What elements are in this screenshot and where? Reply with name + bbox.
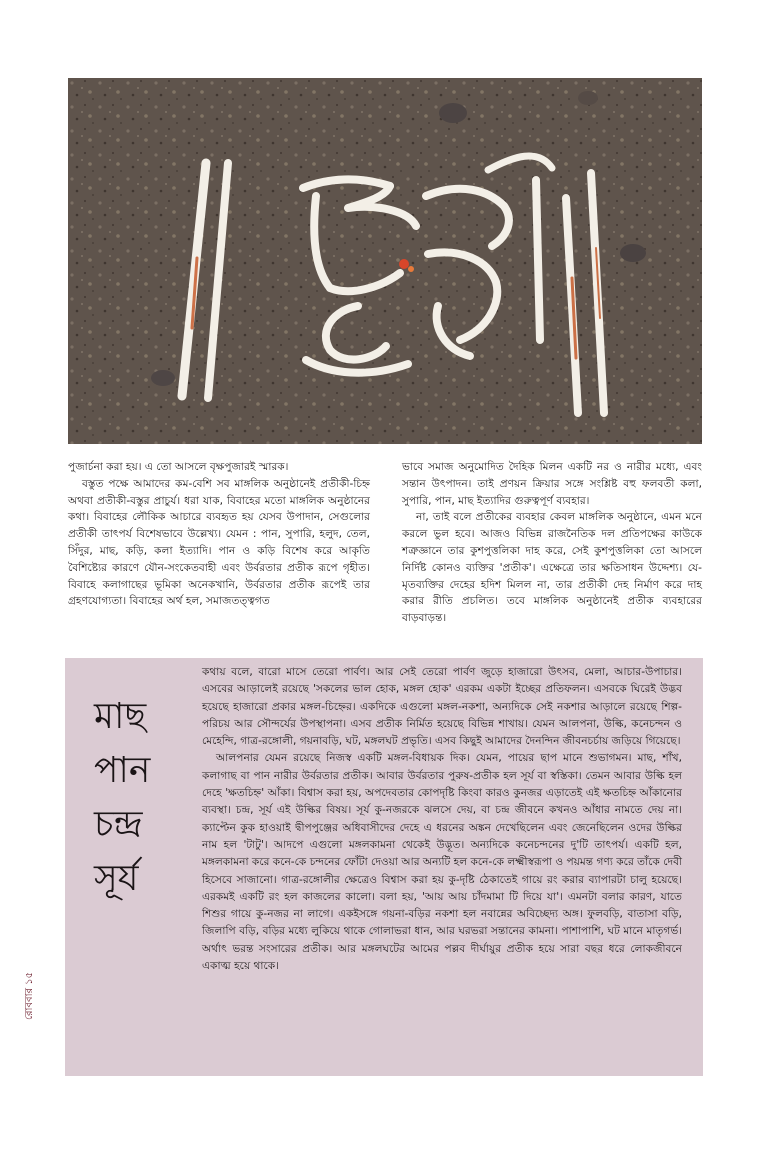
paragraph: বস্তুত পক্ষে আমাদের কম-বেশি সব মাঙ্গলিক অনুষ্ঠানেই প্রতীকী-চিহ্ন অথবা প্রতীকী-বস্তুর প্রাচুর্য। ধরা যাক, বিবাহের মতো মাঙ্গলিক অনুষ্ঠানের কথা। বিবাহের লৌকিক আচারে ব্যবহৃত হয় যেসব উপাদান, সেগুলোর প্রতীকী তাৎপর্য বিশেষভাবে উল্লেখ্য। যেমন : পান, সুপারি, হলুদ, তেল, সিঁদুর, মাছ, কড়ি, কলা ইত্যাদি। পান ও কড়ি বিশেষ করে আকৃতি বৈশিষ্ট্যের কারণে যৌন-সংকেতবাহী এবং উর্বরতার প্রতীক রূপে গৃহীত। বিবাহে কলাগাছের ভূমিকা অনেকখানি, উর্বরতার প্রতীক রূপেই তার গ্রহণযোগ্যতা। বিবাহের অর্থ হল, সমাজতত্ত্বগত: [68, 477, 370, 608]
paragraph: কথায় বলে, বারো মাসে তেরো পার্বণ। আর সেই তেরো পার্বণ জুড়ে হাজারো উৎসব, মেলা, আচার-উপাচার। এসবের আড়ালেই রয়েছে 'সকলের ভাল হোক, মঙ্গল হোক' এরকম একটা ইচ্ছের প্রতিফলন। এসবকে ঘিরেই উদ্ভব হয়েছে হাজারো প্রকার মঙ্গল-চিহ্নের। একদিকে এগুলো মঙ্গল-নকশা, অন্যদিকে সেই নকশার আড়ালে রয়েছে শিল্প-পরিচয় আর সৌন্দর্যের উপস্থাপনা। এসব প্রতীক নির্মিত হয়েছে বিভিন্ন শাখায়। যেমন আলপনা, উল্কি, কনেচন্দন ও মেহেন্দি, গাত্র-রঙ্গোলী, গয়নাবড়ি, ঘট, মঙ্গলঘট প্রভৃতি। এসব কিছুই আমাদের দৈনন্দিন জীবনচর্চায় জড়িয়ে গিয়েছে।: [202, 666, 682, 748]
feature-box-title: [94, 690, 174, 906]
paragraph: ভাবে সমাজ অনুমোদিত দৈহিক মিলন একটি নর ও নারীর মধ্যে, এবং সন্তান উৎপাদন। তাই প্রণয়ন ক্রিয়ার সঙ্গে সংশ্লিষ্ট বহু ফলবতী কলা, সুপারি, পান, মাছ ইত্যাদির গুরুত্বপূর্ণ ব্যবহার।: [402, 461, 702, 507]
paragraph: আলপনার যেমন রয়েছে নিজস্ব একটি মঙ্গল-বিধায়ক দিক। যেমন, পায়ের ছাপ মানে শুভাগমন। মাছ, শাঁখ, কলাগাছ বা পান নারীর উর্বরতার প্রতীক। আবার উর্বরতার পুরুষ-প্রতীক হল সূর্য বা স্বস্তিকা। তেমন আবার উল্কি হল দেহে 'ক্ষতচিহ্ন' আঁকা। বিশ্বাস করা হয়, অপদেবতার কোপদৃষ্টি কিংবা কারও কুনজর এড়াতেই এই ক্ষতচিহ্ন আঁকানোর ব্যবস্থা। চন্দ্র, সূর্য এই উল্কির বিষয়। সূর্য কু-নজরকে ঝলসে দেয়, বা চন্দ্র জীবনে কখনও আঁধার নামতে দেয় না। ক্যাপ্টেন কুক হাওয়াই দ্বীপপুঞ্জের অধিবাসীদের দেহে এ ধরনের অঙ্কন দেখেছিলেন এবং জেনেছিলেন ওদের উল্কির নাম হল 'টাটু'। আদপে এগুলো মঙ্গলকামনা থেকেই উদ্ভূত। অন্যদিকে কনেচন্দনের দু'টি তাৎপর্য। একটি হল, মঙ্গলকামনা করে কনে-কে চন্দনের ফোঁটা দেওয়া আর অন্যটি হল কনে-কে লক্ষ্মীস্বরূপা ও পয়মন্ত গণ্য করে তাঁকে দেবী হিসেবে সাজানো। গাত্র-রঙ্গোলীর ক্ষেত্রেও বিশ্বাস করা হয় কু-দৃষ্টি ঠেকাতেই গায়ে রং করার ব্যাপারটা চালু হয়েছে। এরকমই একটি রং হল কাজলের কালো। বলা হয়, 'আয় আয় চাঁদমামা টি দিয়ে যা'। এমনটা বলার কারণ, যাতে শিশুর গায়ে কু-নজর না লাগে। একইসঙ্গে গয়না-বড়ির নকশা হল নবান্নের অবিচ্ছেদ্য অঙ্গ। ফুলবড়ি, বাতাসা বড়ি, জিলাপি বড়ি, বড়ির মধ্যে লুকিয়ে থাকে গোলাভরা ধান, আর ঘরভরা সন্তানের কামনা। পাশাপাশি, ঘট মানে মাতৃগর্ভ। অর্থাৎ ভরন্ত সংসারের প্রতীক। আর মঙ্গলঘটের আমের পল্লব দীর্ঘায়ুর প্রতীক হয়ে সারা বছর ধরে লোকজীবনে একাত্ম হয়ে থাকে।: [202, 752, 682, 973]
title-line: পান: [94, 750, 151, 791]
title-line: মাছ: [94, 696, 147, 737]
alpana-floor-drawing-icon: [68, 78, 702, 444]
feature-box-text: [202, 664, 682, 975]
paragraph: পুজার্চনা করা হয়। এ তো আসলে বৃক্ষপুজারই স্মারক।: [68, 461, 289, 473]
paragraph: না, তাই বলে প্রতীকের ব্যবহার কেবল মাঙ্গলিক অনুষ্ঠানে, এমন মনে করলে ভুল হবে। আজও বিভিন্ন রাজনৈতিক দল প্রতিপক্ষের কাউকে শত্রুজ্ঞানে তার কুশপুত্তলিকা দাহ করে, সেই কুশপুত্তলিকা তো আসলে নির্দিষ্ট কোনও ব্যক্তির 'প্রতীক'। এক্ষেত্রে তার ক্ষতিসাধন উদ্দেশ্য। যে-মৃতব্যক্তির দেহের হদিশ মিলল না, তার প্রতীকী দেহ নির্মাণ করে দাহ করার রীতি প্রচলিত। তবে মাঙ্গলিক অনুষ্ঠানেই প্রতীক ব্যবহারের বাড়বাড়ন্ত।: [402, 511, 702, 625]
page-footer-label: রোববার ১৫: [24, 971, 35, 1020]
title-line: সূর্য: [94, 858, 139, 899]
title-line: চন্দ্র: [94, 804, 143, 845]
article-left-column: [68, 459, 370, 610]
article-right-column: [402, 459, 702, 627]
alpana-photo: [68, 78, 702, 444]
